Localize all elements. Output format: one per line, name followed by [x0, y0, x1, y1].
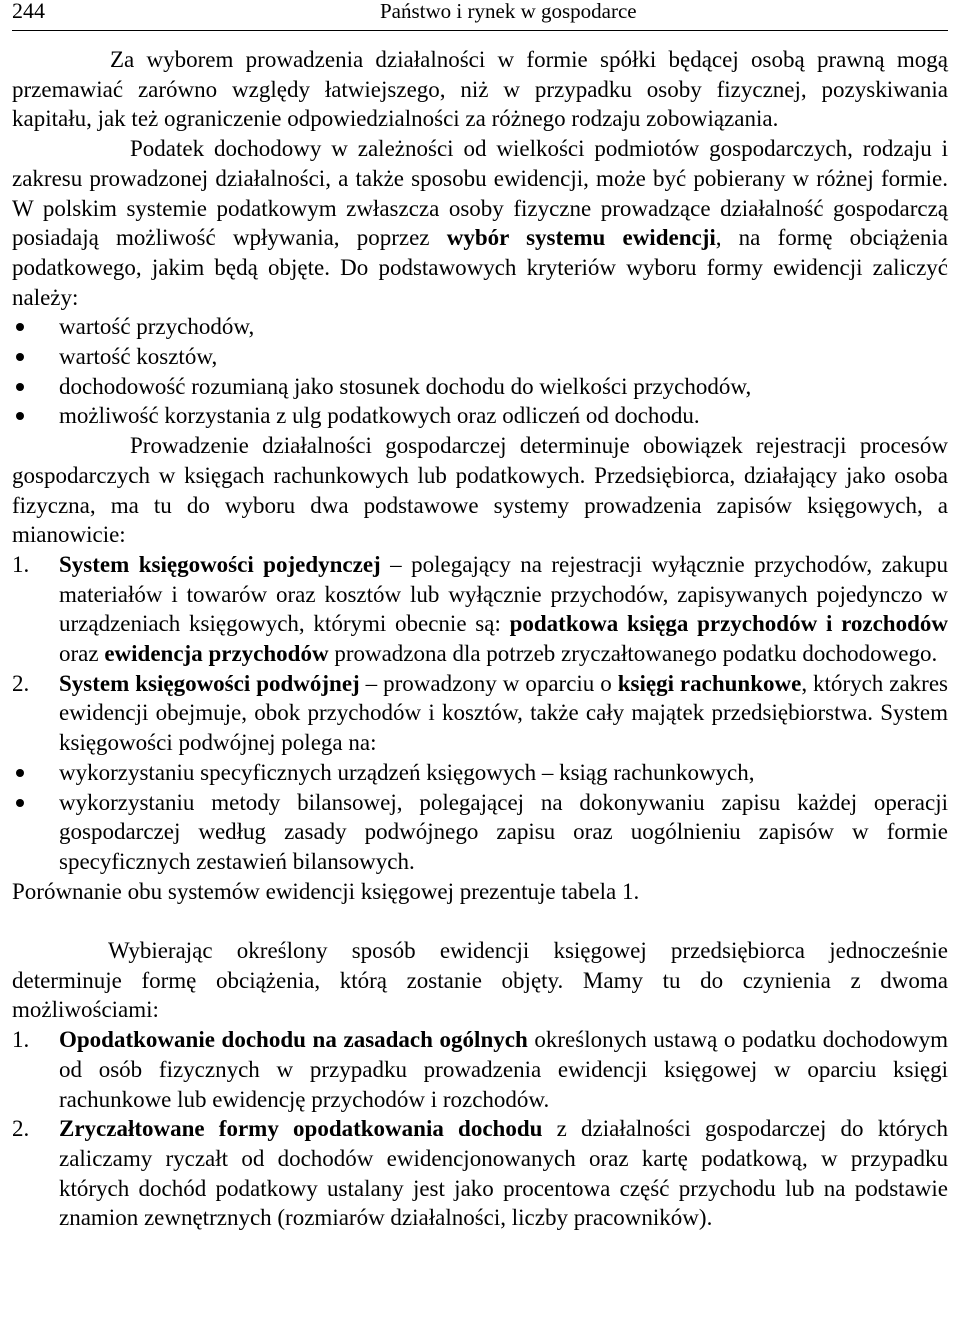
list-item — [12, 788, 948, 877]
bold-term: Opodatkowanie dochodu na zasadach ogólnych — [59, 1027, 528, 1053]
tax-options-list — [12, 1025, 948, 1233]
running-title: Państwo i rynek w gospodarce — [380, 0, 637, 23]
bullet-icon — [16, 799, 24, 807]
bullet-icon — [16, 383, 24, 391]
paragraph-legal-entity: Za wyborem prowadzenia działalności w formie spółki będącej osobą prawną mogą przemawiać zarówno względy łatwiejszego, niż w przypadku osoby fizycznej, pozyskiwania kapitału, jak też ograniczenie odpowiedzialności za różnego rodzaju zobowiązania. — [12, 47, 948, 132]
double-entry-list — [12, 758, 948, 877]
paragraph-table-reference: Porównanie obu systemów ewidencji księgowej prezentuje tabela 1. — [12, 878, 640, 904]
blank-line — [12, 906, 948, 936]
page-number: 244 — [12, 0, 45, 23]
list-item-text: wartość kosztów, — [59, 344, 218, 370]
bold-term: podatkowa księga przychodów i rozchodów — [509, 611, 949, 637]
text-run: – polegający na rejestracji wyłącznie przychodów, zakupu materiałów i towarów oraz kosztów lub wyłącznie przychodów, zapisywanych pojedynczo w urządzeniach księgowych, którymi obecnie są: — [59, 551, 948, 637]
bullet-icon — [16, 769, 24, 777]
text-run: określonych ustawą o podatku dochodowym od osób fizycznych w przypadku prowadzenia ewidencji księgowej w oparciu księgi rachunkowe lub ewidencję przychodów i rozchodów. — [59, 1027, 948, 1112]
text-run: – prowadzony w oparciu o — [359, 670, 618, 696]
list-item-text: wykorzystaniu metody bilansowej, polegającej na dokonywaniu zapisu każdej operacji gospodarczej według zasady podwójnego zapisu oraz uogólnieniu zapisów w formie specyficznych zestawień bilansowych. — [59, 789, 948, 874]
text-run: , na formę obciążenia podatkowego, jakim będą objęte. Do podstawowych kryteriów wyboru formy ewidencji zaliczyć należy: — [12, 225, 949, 310]
bold-term: księgi rachunkowe — [617, 670, 802, 696]
list-item-text: dochodowość rozumianą jako stosunek dochodu do wielkości przychodów, — [59, 373, 752, 399]
list-item-text: wartość przychodów, — [59, 314, 255, 340]
list-item-flat-rate — [12, 1114, 948, 1233]
bullet-icon — [16, 323, 24, 331]
bold-term: System księgowości pojedynczej — [59, 551, 381, 577]
list-item-double-entry — [12, 669, 948, 758]
text-run: Podatek dochodowy w zależności od wielkości podmiotów gospodarczych, rodzaju i zakresu prowadzonej działalności, a także sposobu ewidencji, może być pobierany w różnej formie. W polskim systemie podatkowym zwłaszcza osoby fizyczne prowadzące działalność gospodarczą posiadają możliwość wpływania, poprzez — [12, 136, 948, 251]
bullet-icon — [16, 353, 24, 361]
item-number: 1. — [12, 1027, 30, 1053]
text-run: , których zakres ewidencji obejmuje, obok przychodów i kosztów, także cały majątek przedsiębiorstwa. System księgowości podwójnej polega na: — [59, 670, 948, 756]
systems-list — [12, 550, 948, 758]
criteria-list — [12, 312, 948, 431]
bullet-icon — [16, 412, 24, 420]
text-run: oraz — [59, 641, 105, 667]
paragraph-tax-choice: Wybierając określony sposób ewidencji księgowej przedsiębiorca jednocześnie determinuje formę obciążenia, którą zostanie objęty. Mamy tu do czynienia z dwoma możliwościami: — [12, 938, 948, 1023]
bold-term: ewidencja przychodów — [104, 641, 329, 667]
bold-term: wybór systemu ewidencji — [446, 225, 716, 251]
list-item-text: możliwość korzystania z ulg podatkowych oraz odliczeń od dochodu. — [59, 403, 700, 429]
paragraph-income-tax — [12, 134, 948, 312]
list-item-general-rules — [12, 1025, 948, 1114]
list-item — [12, 758, 948, 788]
paragraph-bookkeeping: Prowadzenie działalności gospodarczej determinuje obowiązek rejestracji procesów gospodarczych w księgach rachunkowych lub podatkowych. Przedsiębiorca, działający jako osoba fizyczna, ma tu do wyboru dwa podstawowe systemy prowadzenia zapisów księgowych, a mianowicie: — [12, 433, 948, 548]
page-body — [12, 45, 948, 1233]
text-run: z działalności gospodarczej do których zaliczamy ryczałt od dochodów ewidencjonowanych oraz kartę podatkową, w przypadku których dochód podatkowy ustalany jest jako procentowa część przychodu lub na podstawie znamion zewnętrznych (rozmiarów działalności, liczby pracowników). — [59, 1116, 948, 1231]
text-run: prowadzona dla potrzeb zryczałtowanego podatku dochodowego. — [328, 641, 938, 667]
bold-term: System księgowości podwójnej — [59, 670, 360, 696]
list-item — [12, 401, 948, 431]
item-number: 1. — [12, 551, 30, 577]
list-item — [12, 342, 948, 372]
item-number: 2. — [12, 670, 30, 696]
list-item — [12, 312, 948, 342]
page-header — [12, 0, 948, 31]
list-item — [12, 372, 948, 402]
bold-term: Zryczałtowane formy opodatkowania dochodu — [59, 1116, 543, 1142]
item-number: 2. — [12, 1116, 30, 1142]
list-item-text: wykorzystaniu specyficznych urządzeń księgowych – ksiąg rachunkowych, — [59, 759, 755, 785]
list-item-single-entry — [12, 550, 948, 669]
